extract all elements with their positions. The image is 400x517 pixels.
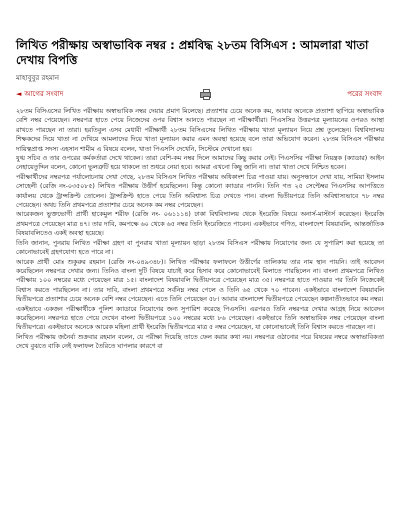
- triangle-left-icon: ◄: [16, 90, 22, 98]
- previous-news-link[interactable]: [16, 89, 63, 99]
- article-paragraph: তিনি জানান, পুনরায় লিখিত পরীক্ষা গ্রহণ বা পুনরায় খাতা মূল্যায়ন ছাড়া ২৮তম বিসিএস পরীক্ষায় নিয়োগের জন্য যে সুপারিশ করা হয়েছে তা কোনোভাবেই গ্রহণযোগ্য হতে পারে না।: [16, 239, 384, 257]
- article-paragraph: লিখিত পরীক্ষায় জনৈর্ব্য শুক্রবার রহমান বলেন, যে পরীক্ষা দিয়েছি তাতে ফেল করার কথা নয়। নম্বরপত্র ওঠানোর পরে বিষয়ের নম্বরে অস্বাভাবিকতা দেখে বুঝতে বাকি নেই ফলাফল তৈরিতে ঘাপলার কারণে বা: [16, 333, 384, 351]
- article-paragraph: যুগ্ম সচিব ও তার ওপরের কর্মকর্তারা দেখে থাকেন। তারা বেশি-কম নম্বর দিলে আমাদের কিছু করার নেই। পিএসসির পরীক্ষা নিয়ন্ত্রক (ক্যাডার) আইন নেহায়েতুদ্দিন বলেন, কোনো ভুলত্রুটি হয়ে থাকলে তা শুধরে নেয়া হবে। আমরা এখনো কিছু জানি না। তারা খাতা দেখে নিশ্চিত হবেন।: [16, 155, 384, 172]
- article-body: [14, 107, 386, 352]
- author-byline: মাহাবুবুর রহমান: [16, 74, 60, 82]
- article-paragraph: পরীক্ষার্থীদের নম্বরপত্র পর্যালোচনায় দেখা গেছে, ২৮তম বিসিএস লিখিত পরীক্ষায় অধিকাংশ চিত্র পাওয়া যায়। অনুসন্ধানে দেখা যায়, সামিয়া ইসলাম সোহেলী (রেজি নং-০৩৫০৮৫) লিখিত পরীক্ষায় উত্তীর্ণ হয়েছিলেন। কিন্তু কোনো ক্যাডার পাননি। তিনি গত ২৫ সেপ্টেম্বর পিএসসির আপত্তিতে কার্যালয় থেকে ট্রান্সক্রিপ্ট তোলেন। ট্রান্সক্রিপ্ট হাতে পেয়ে তিনি অবিশ্বাস্য চিত্র দেখতে পান। বাংলা দ্বিতীয়পত্রে তিনি অবিশ্বাস্যভাবে ৭৮ নম্বর পেয়েছেন। অথচ তিনি প্রথমপত্রে প্রত্যাশার চেয়ে অনেক কম নম্বর পেয়েছেন।: [16, 173, 384, 210]
- article-paragraph: আরেক প্রার্থী মোঃ শুকুরুর রহমান (রেজি নং-০৪৯৩৪৮)। লিখিত পরীক্ষার ফলাফলে উত্তীর্ণের তালিকায় তার নাম স্থান পায়নি। তাই আবেদন করেছিলেন নম্বরপত্র দেখার জন্য। তিনিও বাংলা দুটি বিষয়ে যাচাই করে হিসাব করে কোনোভাবেই মিলাতে পারছিলেন না। বাংলা প্রথমপত্রে লিখিত পরীক্ষায় ১০০ নম্বরের মধ্যে পেয়েছেন মাত্র ১৫। বাংলাদেশ বিষয়াবলি দ্বিতীয়পত্রে পেয়েছেন মাত্র ৩৫। নম্বরপত্র হাতে পাওয়ার পর তিনি নিজেকেই বিশ্বাস করতে পারছিলেন না। তার দাবি, বাংলা প্রথমপত্রে সর্বনিম্ন নম্বর পেলে ও তিনি ৬৫ থেকে ৭০ পাবেন। একইভাবে বাংলাদেশ বিষয়াবলি দ্বিতীয়পত্রে প্রত্যাশার চেয়ে অনেক বেশি নম্বর পেয়েছেন। এতে তিনি পেয়েছেন ৫৮। আবার বাংলাদেশ দ্বিতীয়পত্রে পেয়েছেন কল্পনাতীতভাবে কম নম্বর।: [16, 258, 384, 304]
- article-paragraph: একইভাবে একজন পরীক্ষার্থীকে পুলিশ ক্যাডারে নিয়োগের জন্য সুপারিশ করেছে পিএসসি। এরপরও তিনি নম্বরপত্র দেখার আগ্রহ নিয়ে আবেদন করেছিলেন। নম্বরপত্র হাতে পেয়ে দেখেন বাংলা দ্বিতীয়পত্রে ১০০ নম্বরের মধ্যে ৮৬ পেয়েছেন। একইভাবে তিনি অস্বাভাবিক নম্বর পেয়েছেন বাংলা দ্বিতীয়পত্রে। একইভাবে অনেকে আরেক মহিলা প্রার্থী ইংরেজি দ্বিতীয়পত্রে মাত্র ৫ নম্বর পেয়েছেন, যা কোনোভাবেই তিনি বিশ্বাস করতে পারছেন না।: [16, 305, 384, 332]
- article-headline: লিখিত পরীক্ষায় অস্বাভাবিক নম্বর : প্রশ্নবিদ্ধ ২৮তম বিসিএস : আমলারা খাতা দেখায় বিপত্তি: [16, 38, 369, 67]
- article-paragraph: আরেকজন ভুক্তভোগী প্রার্থী হাকেমুল শরীফ (রেজি নং- ০৬১১১৪) ঢাকা বিশ্ববিদ্যালয় থেকে ইংরেজি বিষয়ে অনার্স-মাস্টার্স করেছেন। ইংরেজি প্রথমপত্রে পেয়েছেন মাত্র ৪৭। তার দাবি, কমপক্ষে ৬০ থেকে ৬৫ নম্বর তিনি ইংরেজিতে পাবেন। একইভাবে গণিত, বাংলাদেশ বিষয়াবলি, আন্তর্জাতিক বিষয়াবলিতেও একই অবস্থা হয়েছে।: [16, 211, 384, 238]
- article-nav-bar: [14, 87, 386, 101]
- article-tools: [200, 89, 211, 99]
- next-news-link[interactable]: পরের সংবাদ: [347, 90, 382, 98]
- printer-icon[interactable]: [200, 89, 211, 99]
- article-paragraph: ২৮তম বিসিএসের লিখিত পরীক্ষায় অস্বাভাবিক নম্বর দেয়ার প্রমাণ মিলেছে। প্রত্যাশার চেয়ে অনেক কম, আবার অনেকে প্রত্যাশা ছাপিয়ে অস্বাভাবিক বেশি নম্বর পেয়েছেন। নম্বরপত্র হাতে পেয়ে নিজেদের ওপর বিশ্বাস আনতে পারছেন না পরীক্ষার্থীরা। পিএসসির উত্তরপত্র মূল্যায়নের ওপরও আস্থা রাখতে পারছেন না তারা। হরতিবুল এসব মেধাবী পরীক্ষার্থী ২৮তম বিসিএসের লিখিত পরীক্ষায় খাতা মূল্যায়ন নিয়ে প্রশ্ন তুলেছেন। বিশ্ববিদ্যালয় শিক্ষকদের দিয়ে খাতা না দেখিয়ে আমলাদের দিয়ে খাতা মূল্যায়ন করার এমন অবস্থা হয়েছে বলে তারা অভিযোগ করেন। ২৮তম বিসিএস পরীক্ষার দায়িত্বপ্রাপ্ত সদস্য এহসান শামীম এ বিষয়ে বলেন, খাতা পিএসসি দেখেনি, সিস্টেমে দেখানো হয়।: [16, 108, 384, 153]
- previous-news-label: আগের সংবাদ: [24, 90, 64, 98]
